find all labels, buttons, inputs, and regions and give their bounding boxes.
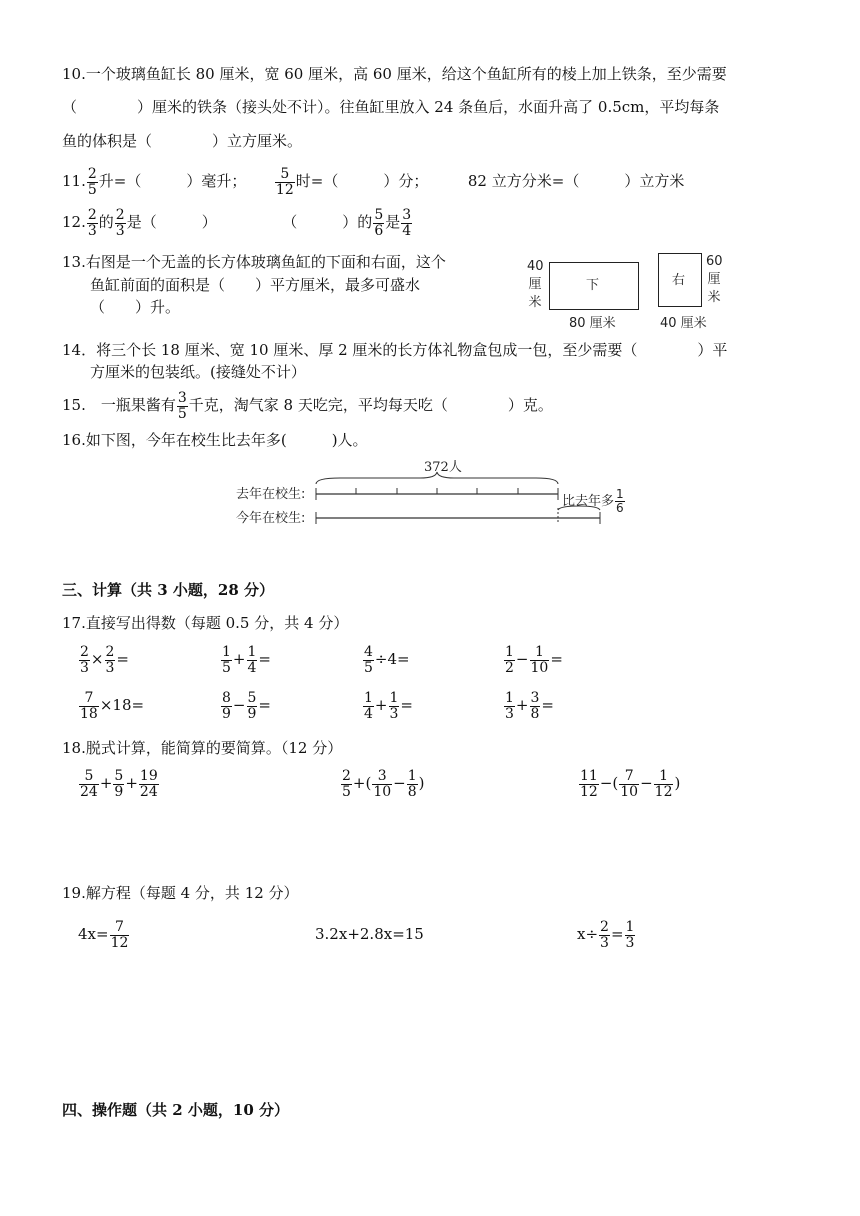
fraction: $\frac{19}{24}$ <box>139 767 158 800</box>
fraction: $\frac{2}{5}$ <box>87 165 97 198</box>
fraction: $\frac{3}{5}$ <box>177 389 187 422</box>
q17-r2-e2: $\frac{8}{9}$ − $\frac{5}{9}$ = <box>222 689 271 722</box>
q12-text3: （ ）的 <box>282 213 373 231</box>
fraction: $\frac{2}{3}$ <box>600 918 609 951</box>
q17-r2-e3: $\frac{1}{4}$ + $\frac{1}{3}$ = <box>364 689 413 722</box>
fraction: $\frac{2}{5}$ <box>342 767 351 800</box>
fraction: $\frac{7}{10}$ <box>620 767 639 800</box>
q13-line1: 13.右图是一个无盖的长方体玻璃鱼缸的下面和右面，这个 <box>62 253 446 271</box>
fraction: $\frac{5}{9}$ <box>247 689 257 722</box>
section3-title: 三、计算（共 3 小题，28 分） <box>62 581 274 599</box>
q12-text1: 的 <box>98 213 114 231</box>
q10-line1: 10.一个玻璃鱼缸长 80 厘米，宽 60 厘米，高 60 厘米，给这个鱼缸所有的棱上加上铁条，至少需要 <box>62 65 727 83</box>
fraction: $\frac{1}{5}$ <box>222 643 231 676</box>
q11-text1: 升=（ ）毫升； <box>98 172 247 190</box>
q14-line2: 方厘米的包装纸。(接缝处不计） <box>90 363 306 381</box>
fraction: $\frac{1}{3}$ <box>505 689 514 722</box>
left-dim: 40 厘 米 <box>527 259 544 310</box>
fraction: $\frac{3}{4}$ <box>402 206 412 239</box>
q15-text2: 千克，淘气家 8 天吃完，平均每天吃（ ）克。 <box>188 396 553 414</box>
q19-title: 19.解方程（每题 4 分，共 12 分） <box>62 884 299 902</box>
fraction: $\frac{5}{12}$ <box>275 165 294 198</box>
q14-line1: 14．将三个长 18 厘米、宽 10 厘米、厚 2 厘米的长方体礼物盒包成一包，至少需要（ ）平 <box>62 341 728 359</box>
fraction: $\frac{1}{10}$ <box>530 643 549 676</box>
this-year-label: 今年在校生: <box>236 511 306 526</box>
fraction: $\frac{3}{10}$ <box>373 767 392 800</box>
q17-title: 17.直接写出得数（每题 0.5 分，共 4 分） <box>62 614 349 632</box>
q17-r1-e1: $\frac{2}{3}$ × $\frac{2}{3}$ = <box>80 643 129 676</box>
q19-e3: x÷ $\frac{2}{3}$ = $\frac{1}{3}$ <box>577 918 635 951</box>
fraction: $\frac{1}{12}$ <box>654 767 673 800</box>
q15 <box>62 390 553 422</box>
fraction: $\frac{1}{3}$ <box>389 689 399 722</box>
q12 <box>62 207 413 239</box>
q17-r2-e4: $\frac{1}{3}$ + $\frac{3}{8}$ = <box>505 689 554 722</box>
q10-line3: 鱼的体积是（ ）立方厘米。 <box>62 132 303 150</box>
fraction: $\frac{1}{4}$ <box>364 689 373 722</box>
bottom-dim-label: 80 厘米 <box>569 316 616 331</box>
extra-brace <box>558 506 600 510</box>
fraction: $\frac{7}{12}$ <box>110 918 129 951</box>
q15-text1: 15. 一瓶果酱有 <box>62 396 176 414</box>
fraction: $\frac{7}{18}$ <box>80 689 98 722</box>
fraction: $\frac{5}{9}$ <box>114 767 124 800</box>
fraction: $\frac{1}{8}$ <box>407 767 417 800</box>
q18-e1: $\frac{5}{24}$ + $\frac{5}{9}$ + $\frac{19}{24}$ <box>80 767 158 800</box>
q11 <box>62 166 684 198</box>
fraction: $\frac{5}{24}$ <box>80 767 98 800</box>
fraction: $\frac{11}{12}$ <box>580 767 598 800</box>
right-dim: 60 厘 米 <box>706 254 723 305</box>
section4-title: 四、操作题（共 2 小题，10 分） <box>62 1101 289 1119</box>
more-label: 比去年多 $\frac{1}{6}$ <box>562 487 624 515</box>
q11-text3: 82 立方分米=（ ）立方米 <box>467 172 685 190</box>
bar-diagram <box>300 470 620 530</box>
fraction: $\frac{8}{9}$ <box>222 689 231 722</box>
q17-r1-e2: $\frac{1}{5}$ + $\frac{1}{4}$ = <box>222 643 271 676</box>
fraction: $\frac{2}{3}$ <box>87 206 97 239</box>
q18-title: 18.脱式计算，能简算的要简算。（12 分） <box>62 739 343 757</box>
right-bottom-dim-label: 40 厘米 <box>660 316 707 331</box>
fraction: $\frac{4}{5}$ <box>364 643 373 676</box>
q13-line3: （ ）升。 <box>90 298 181 316</box>
last-year-label: 去年在校生: <box>236 487 306 502</box>
fraction: $\frac{1}{4}$ <box>247 643 257 676</box>
total-label: 372人 <box>424 460 462 475</box>
q12-text2: 是（ ） <box>126 213 217 231</box>
q18-e3: $\frac{11}{12}$ −( $\frac{7}{10}$ − $\frac{1}{12}$ ) <box>580 767 681 800</box>
right-face-label: 右 <box>672 273 686 288</box>
fraction: $\frac{3}{8}$ <box>530 689 540 722</box>
q19-e2: 3.2x+2.8x=15 <box>315 925 424 943</box>
q12-text4: 是 <box>385 213 401 231</box>
total-brace <box>316 472 558 484</box>
q10-line2: （ ）厘米的铁条（接头处不计）。往鱼缸里放入 24 条鱼后，水面升高了 0.5cm，平均每条 <box>62 98 720 116</box>
fraction: $\frac{2}{3}$ <box>80 643 89 676</box>
q18-e2: $\frac{2}{5}$ +( $\frac{3}{10}$ − $\frac{1}{8}$ ) <box>342 767 425 800</box>
fraction: $\frac{1}{6}$ <box>616 487 624 515</box>
fraction: $\frac{1}{3}$ <box>625 918 635 951</box>
q13-line2: 鱼缸前面的面积是（ ）平方厘米，最多可盛水 <box>90 276 421 294</box>
q12-num: 12. <box>62 213 86 231</box>
q19-e1: 4x= $\frac{7}{12}$ <box>78 918 129 951</box>
fraction: $\frac{2}{3}$ <box>105 643 115 676</box>
fraction: $\frac{5}{6}$ <box>374 206 384 239</box>
q11-num: 11. <box>62 172 86 190</box>
q11-text2: 时=（ ）分； <box>295 172 429 190</box>
q16-text: 16.如下图，今年在校生比去年多( )人。 <box>62 431 368 449</box>
q17-r1-e3: $\frac{4}{5}$ ÷4= <box>364 643 410 676</box>
q17-r1-e4: $\frac{1}{2}$ − $\frac{1}{10}$ = <box>505 643 563 676</box>
q17-r2-e1: $\frac{7}{18}$ ×18= <box>80 689 145 722</box>
fraction: $\frac{1}{2}$ <box>505 643 514 676</box>
fraction: $\frac{2}{3}$ <box>115 206 125 239</box>
bottom-face-label: 下 <box>586 278 600 293</box>
